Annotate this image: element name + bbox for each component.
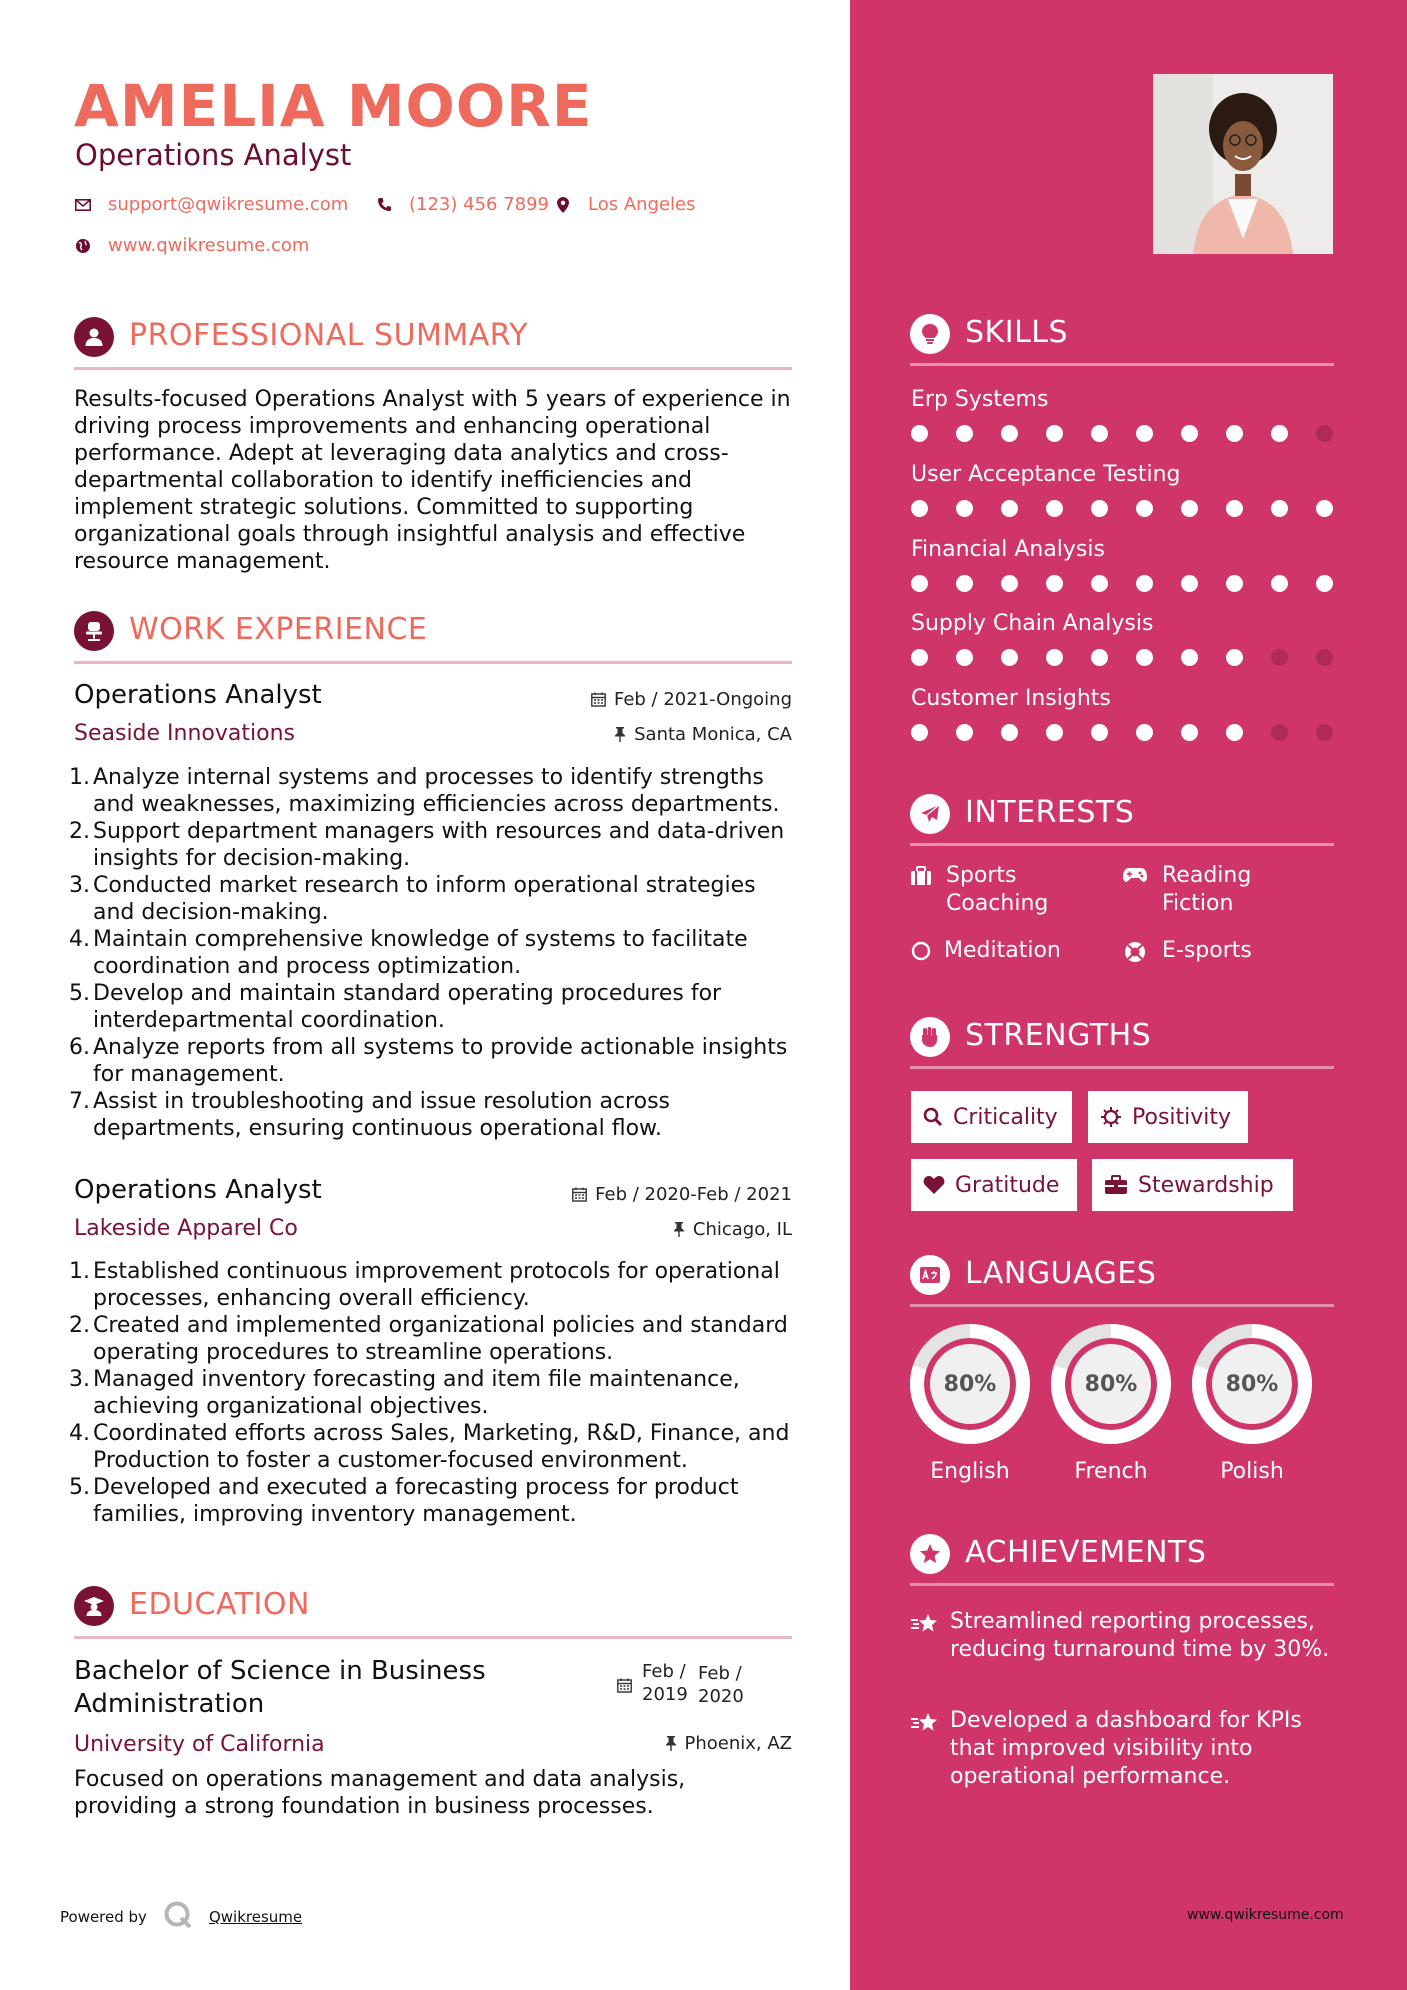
- rating-dot-filled: [1091, 724, 1108, 741]
- strength-label: Criticality: [953, 1104, 1058, 1130]
- gauge-percent: 80%: [1225, 1371, 1279, 1397]
- rating-dot-filled: [1136, 724, 1153, 741]
- rating-dot-filled: [956, 575, 973, 592]
- rating-dot-filled: [1001, 500, 1018, 517]
- contact-website[interactable]: [74, 235, 309, 256]
- list-item: 5. Develop and maintain standard operating procedures for interdepartmental coordination.: [69, 981, 722, 1033]
- languages-heading: LANGUAGES: [965, 1256, 1157, 1291]
- skill-rating: [911, 649, 1361, 666]
- interests-heading: INTERESTS: [965, 795, 1135, 830]
- job-1-location: [614, 724, 792, 745]
- strength-label: Gratitude: [955, 1172, 1060, 1198]
- interest-label: Reading: [1162, 863, 1252, 888]
- skill-rating: [911, 425, 1361, 442]
- gauge-percent: 80%: [1084, 1371, 1138, 1397]
- language-gauge: [1190, 1322, 1314, 1446]
- rating-dot-filled: [1226, 500, 1243, 517]
- achievements-heading: ACHIEVEMENTS: [965, 1535, 1207, 1570]
- interest-item: [1122, 937, 1252, 965]
- phone-icon: [375, 196, 393, 214]
- skills-section-header: [910, 314, 1334, 366]
- rating-dot-empty: [1316, 425, 1333, 442]
- strength-chip: [1092, 1159, 1293, 1211]
- sidebar: [850, 0, 1407, 1990]
- rating-dot-filled: [1001, 575, 1018, 592]
- rating-dot-empty: [1271, 649, 1288, 666]
- rating-dot-filled: [1091, 649, 1108, 666]
- calendar-icon: [591, 692, 606, 707]
- strength-chip: [911, 1159, 1077, 1211]
- job-1-role: Operations Analyst: [74, 680, 322, 710]
- skill-name: Customer Insights: [911, 686, 1111, 711]
- language-name: Polish: [1220, 1459, 1284, 1484]
- rating-dot-filled: [1181, 649, 1198, 666]
- location-text: Los Angeles: [588, 194, 696, 215]
- interest-label: Sports: [946, 863, 1017, 888]
- interest-item: [910, 862, 1048, 918]
- candidate-title: Operations Analyst: [75, 138, 352, 172]
- strength-label: Stewardship: [1138, 1172, 1274, 1198]
- language-gauge: [1049, 1322, 1173, 1446]
- skill-name: Erp Systems: [911, 387, 1049, 412]
- pushpin-icon: [665, 1736, 677, 1751]
- list-item: 2. Support department managers with resources and data-driven insights for decision-making.: [69, 819, 785, 871]
- strength-label: Positivity: [1132, 1104, 1232, 1130]
- user-icon: [74, 317, 114, 357]
- qwikresume-logo-icon: [163, 1900, 193, 1934]
- education-location-text: Phoenix, AZ: [684, 1733, 792, 1754]
- rating-dot-filled: [1271, 500, 1288, 517]
- rating-dot-filled: [956, 425, 973, 442]
- achievement-item: [910, 1608, 1340, 1664]
- rating-dot-filled: [1226, 649, 1243, 666]
- achievement-text: Streamlined reporting processes, reducing turnaround time by 30%.: [950, 1609, 1330, 1662]
- job-1-date: [591, 689, 792, 710]
- profile-photo: [1153, 74, 1333, 254]
- skills-heading: SKILLS: [965, 315, 1069, 350]
- skill-rating: [911, 575, 1361, 592]
- toolbox-icon: [1104, 1175, 1128, 1195]
- rating-dot-filled: [1181, 575, 1198, 592]
- rating-dot-filled: [911, 425, 928, 442]
- experience-section-header: [74, 608, 792, 664]
- job-2-date-text: Feb / 2020-Feb / 2021: [595, 1184, 792, 1205]
- briefcase-icon: [910, 862, 932, 886]
- qwikresume-link[interactable]: Qwikresume: [208, 1908, 303, 1926]
- rating-dot-filled: [1136, 649, 1153, 666]
- rating-dot-filled: [1001, 425, 1018, 442]
- graduate-icon: [74, 1586, 114, 1626]
- shooting-star-icon: [910, 1608, 940, 1664]
- gamepad-icon: [1122, 862, 1148, 884]
- education-dates: [617, 1658, 744, 1708]
- education-location: [665, 1733, 793, 1754]
- achievement-item: [910, 1707, 1340, 1791]
- strengths-section-header: [910, 1017, 1334, 1069]
- language-name: English: [930, 1459, 1010, 1484]
- interest-label: E-sports: [1162, 938, 1252, 963]
- powered-by: [60, 1900, 302, 1934]
- email-text: support@qwikresume.com: [108, 194, 349, 215]
- sun-icon: [1100, 1106, 1122, 1128]
- rating-dot-filled: [911, 649, 928, 666]
- job-2-date: [572, 1184, 792, 1205]
- rating-dot-filled: [1271, 425, 1288, 442]
- education-heading: EDUCATION: [129, 1587, 310, 1622]
- circle-icon: [910, 937, 932, 961]
- list-item: 1. Analyze internal systems and processes to identify strengths and weaknesses, maximizing efficiencies across departments.: [69, 765, 780, 817]
- map-marker-icon: [554, 196, 572, 214]
- rating-dot-empty: [1316, 724, 1333, 741]
- interests-section-header: [910, 794, 1334, 846]
- education-end: Feb / 2020: [698, 1663, 744, 1707]
- contact-email[interactable]: [74, 194, 348, 215]
- degree-line-1: Bachelor of Science in Business: [74, 1656, 486, 1686]
- job-2-location: [673, 1219, 792, 1240]
- strength-chip: [911, 1091, 1072, 1143]
- rating-dot-filled: [1226, 575, 1243, 592]
- rating-dot-filled: [1271, 575, 1288, 592]
- rating-dot-filled: [1181, 724, 1198, 741]
- rating-dot-filled: [1316, 575, 1333, 592]
- rating-dot-filled: [1046, 649, 1063, 666]
- rating-dot-filled: [1136, 500, 1153, 517]
- rating-dot-filled: [1091, 425, 1108, 442]
- job-2-role: Operations Analyst: [74, 1175, 322, 1205]
- search-icon: [923, 1107, 943, 1127]
- rating-dot-filled: [1136, 575, 1153, 592]
- rating-dot-empty: [1271, 724, 1288, 741]
- summary-text: Results-focused Operations Analyst with 5 years of experience in driving process improvements and enhancing operational performance. Adept at leveraging data analytics and cross-departmental collaboration to identify inefficiencies and implement strategic solutions. Committed to supporting organizational goals through insightful analysis and effective resource management.: [74, 387, 791, 574]
- job-1-date-text: Feb / 2021-Ongoing: [613, 689, 792, 710]
- interest-item: [1122, 862, 1251, 918]
- star-badge-icon: [910, 1534, 950, 1574]
- powered-by-label: Powered by: [60, 1908, 147, 1926]
- skill-name: Supply Chain Analysis: [911, 611, 1154, 636]
- contact-phone[interactable]: [375, 194, 549, 215]
- achievements-section-header: [910, 1534, 1334, 1586]
- education-section-header: [74, 1583, 792, 1639]
- list-item: 1. Established continuous improvement protocols for operational processes, enhancing overall efficiency.: [69, 1259, 780, 1311]
- phone-text: (123) 456 7899: [409, 194, 550, 215]
- languages-section-header: [910, 1255, 1334, 1307]
- rating-dot-filled: [911, 724, 928, 741]
- rating-dot-filled: [1046, 724, 1063, 741]
- list-item: 4. Maintain comprehensive knowledge of systems to facilitate coordination and process optimization.: [69, 927, 748, 979]
- list-item: 5. Developed and executed a forecasting process for product families, improving inventory management.: [69, 1475, 739, 1527]
- calendar-icon: [572, 1187, 587, 1202]
- degree-line-2: Administration: [74, 1689, 265, 1719]
- job-1-bullets: [66, 764, 796, 1142]
- education-description: Focused on operations management and data analysis, providing a strong foundation in business processes.: [74, 1767, 686, 1819]
- strengths-heading: STRENGTHS: [965, 1018, 1152, 1053]
- footer-website[interactable]: www.qwikresume.com: [1187, 1907, 1344, 1923]
- skill-rating: [911, 500, 1361, 517]
- job-2-company: Lakeside Apparel Co: [74, 1216, 298, 1241]
- rating-dot-filled: [1181, 500, 1198, 517]
- list-item: 7. Assist in troubleshooting and issue resolution across departments, ensuring continuous operational flow.: [69, 1089, 671, 1141]
- rating-dot-filled: [1181, 425, 1198, 442]
- rating-dot-filled: [956, 500, 973, 517]
- rating-dot-filled: [1316, 500, 1333, 517]
- school-name: University of California: [74, 1732, 325, 1757]
- rating-dot-filled: [956, 724, 973, 741]
- job-1-location-text: Santa Monica, CA: [634, 724, 792, 745]
- rating-dot-filled: [1001, 649, 1018, 666]
- shooting-star-icon: [910, 1707, 940, 1791]
- heart-icon: [923, 1175, 945, 1195]
- language-gauge: [908, 1322, 1032, 1446]
- paper-plane-icon: [910, 794, 950, 834]
- gauge-percent: 80%: [943, 1371, 997, 1397]
- interest-label-line2: Coaching: [946, 891, 1049, 916]
- list-item: 3. Conducted market research to inform operational strategies and decision-making.: [69, 873, 756, 925]
- strength-chip: [1088, 1091, 1248, 1143]
- summary-section-header: [74, 314, 792, 370]
- rating-dot-filled: [1046, 425, 1063, 442]
- website-text: www.qwikresume.com: [108, 235, 310, 256]
- rating-dot-filled: [1046, 500, 1063, 517]
- rating-dot-filled: [1046, 575, 1063, 592]
- life-ring-icon: [1122, 937, 1148, 963]
- list-item: 6. Analyze reports from all systems to provide actionable insights for management.: [69, 1035, 788, 1087]
- education-start: Feb / 2019: [642, 1661, 688, 1705]
- job-1-company: Seaside Innovations: [74, 721, 295, 746]
- calendar-icon: [617, 1678, 632, 1693]
- achievement-text: Developed a dashboard for KPIs that improved visibility into operational performance.: [950, 1708, 1302, 1789]
- experience-heading: WORK EXPERIENCE: [129, 612, 428, 647]
- fist-icon: [910, 1017, 950, 1057]
- language-name: French: [1074, 1459, 1148, 1484]
- interest-label-line2: Fiction: [1162, 891, 1234, 916]
- pushpin-icon: [673, 1222, 685, 1237]
- list-item: 2. Created and implemented organizational policies and standard operating procedures to streamline operations.: [69, 1313, 788, 1365]
- skill-name: User Acceptance Testing: [911, 462, 1181, 487]
- globe-icon: [74, 237, 92, 255]
- skill-rating: [911, 724, 1361, 741]
- skill-name: Financial Analysis: [911, 537, 1105, 562]
- rating-dot-empty: [1316, 649, 1333, 666]
- rating-dot-filled: [1226, 724, 1243, 741]
- rating-dot-filled: [1091, 500, 1108, 517]
- contact-location: [554, 194, 696, 215]
- envelope-icon: [74, 196, 92, 214]
- chair-icon: [74, 611, 114, 651]
- candidate-name: AMELIA MOORE: [74, 72, 593, 140]
- rating-dot-filled: [1136, 425, 1153, 442]
- job-2-location-text: Chicago, IL: [692, 1219, 792, 1240]
- job-2-bullets: [66, 1258, 796, 1528]
- language-icon: [910, 1255, 950, 1295]
- rating-dot-filled: [1001, 724, 1018, 741]
- rating-dot-filled: [956, 649, 973, 666]
- summary-heading: PROFESSIONAL SUMMARY: [129, 318, 529, 353]
- interest-item: [910, 937, 1061, 965]
- rating-dot-filled: [911, 575, 928, 592]
- pushpin-icon: [614, 727, 626, 742]
- list-item: 4. Coordinated efforts across Sales, Marketing, R&D, Finance, and Production to foster a customer-focused environment.: [69, 1421, 790, 1473]
- interest-label: Meditation: [944, 938, 1061, 963]
- lightbulb-icon: [910, 314, 950, 354]
- rating-dot-filled: [911, 500, 928, 517]
- list-item: 3. Managed inventory forecasting and item file maintenance, achieving organizational objectives.: [69, 1367, 740, 1419]
- degree-title: [74, 1655, 486, 1721]
- rating-dot-filled: [1226, 425, 1243, 442]
- rating-dot-filled: [1091, 575, 1108, 592]
